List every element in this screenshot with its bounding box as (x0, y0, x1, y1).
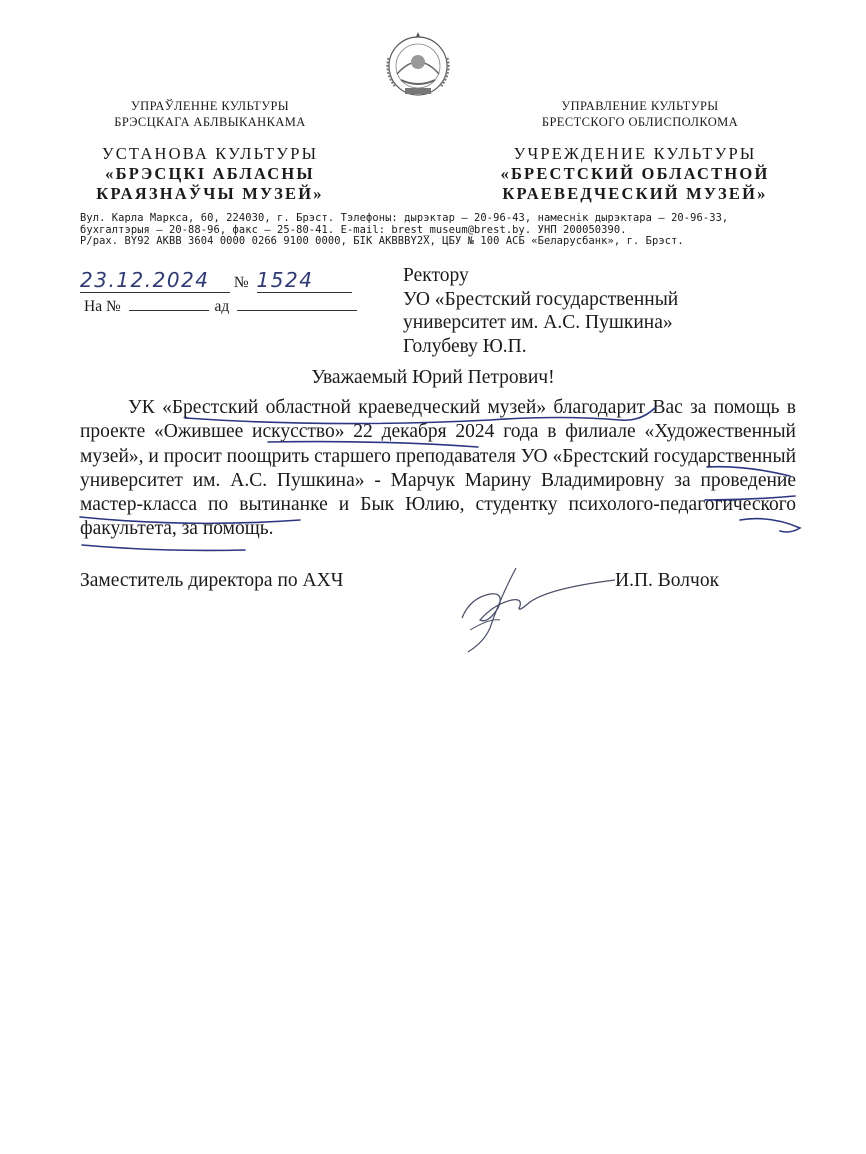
department-right-line2: БРЕСТСКОГО ОБЛИСПОЛКОМА (541, 115, 739, 129)
institution-left-line1: УСТАНОВА КУЛЬТУРЫ (101, 144, 319, 163)
incoming-number-label: На № (84, 298, 121, 315)
contact-line-3: Р/рах. BY92 AKBB 3604 0000 0266 9100 0000, БІК AKBBBY2X, ЦБУ № 100 АСБ «Беларусбанк», г. Брэст. (80, 235, 684, 247)
contact-details (80, 213, 800, 248)
institution-left-line3: КРАЯЗНАЎЧЫ МУЗЕЙ» (96, 184, 324, 203)
reference-date-row (80, 268, 352, 293)
pen-underline (82, 545, 245, 550)
incoming-number-field (129, 294, 209, 311)
greeting: Уважаемый Юрий Петрович! (311, 367, 555, 388)
contact-line-2: бухгалтэрыя – 20-88-96, факс – 25-80-41. E-mail: brest_museum@brest.by. УНП 200050390. (80, 223, 627, 236)
institution-right-line2: «БРЕСТСКИЙ ОБЛАСТНОЙ (500, 164, 770, 183)
addressee-line3: университет им. А.С. Пушкина» (403, 312, 673, 333)
institution-left (65, 144, 355, 204)
department-left-line2: БРЭСЦКАГА АБЛВЫКАНКАМА (114, 115, 306, 129)
department-right (500, 98, 780, 130)
letter-body (80, 396, 796, 542)
signatory-name: И.П. Волчок (615, 570, 720, 591)
contact-line-1: Вул. Карла Маркса, 60, 224030, г. Брэст. Тэлефоны: дырэктар – 20-96-43, намеснік дырэктара – 20-96-33, (80, 212, 729, 224)
incoming-date-label: ад (214, 298, 230, 315)
handwritten-signature-icon (450, 558, 640, 658)
addressee-line1: Ректору (403, 265, 469, 286)
department-left-line1: УПРАЎЛЕННЕ КУЛЬТУРЫ (130, 99, 290, 113)
signatory-title: Заместитель директора по АХЧ (80, 570, 344, 591)
addressee-block (403, 264, 678, 358)
institution-left-line2: «БРЭСЦКІ АБЛАСНЫ (105, 164, 315, 183)
institution-right (490, 144, 780, 204)
institution-right-line1: УЧРЕЖДЕНИЕ КУЛЬТУРЫ (513, 144, 757, 163)
document-date: 23.12.2024 (80, 268, 230, 293)
addressee-line4: Голубеву Ю.П. (403, 335, 527, 357)
incoming-date-field (237, 294, 357, 311)
body-paragraph: УК «Брестский областной краеведческий музей» благодарит Вас за помощь в проекте «Ожившее искусство» 22 декабря 2024 года в филиале «Художественный музей», и просит поощрить старшего преподавателя УО «Брестский государственный университет им. А.С. Пушкина» - Марчук Марину Владимировну за проведение мастер-класса по вытинанке и Бык Юлию, студентку психолого-педагогического факультета, за помощь. (80, 397, 796, 540)
reference-incoming-row (84, 294, 357, 316)
institution-right-line3: КРАЕВЕДЧЕСКИЙ МУЗЕЙ» (502, 184, 768, 203)
department-left (70, 98, 350, 130)
document-number: 1524 (257, 268, 352, 293)
department-right-line1: УПРАВЛЕНИЕ КУЛЬТУРЫ (561, 99, 719, 113)
number-label: № (233, 274, 249, 291)
addressee-line2: УО «Брестский государственный (403, 288, 679, 310)
state-emblem-icon (377, 28, 459, 100)
